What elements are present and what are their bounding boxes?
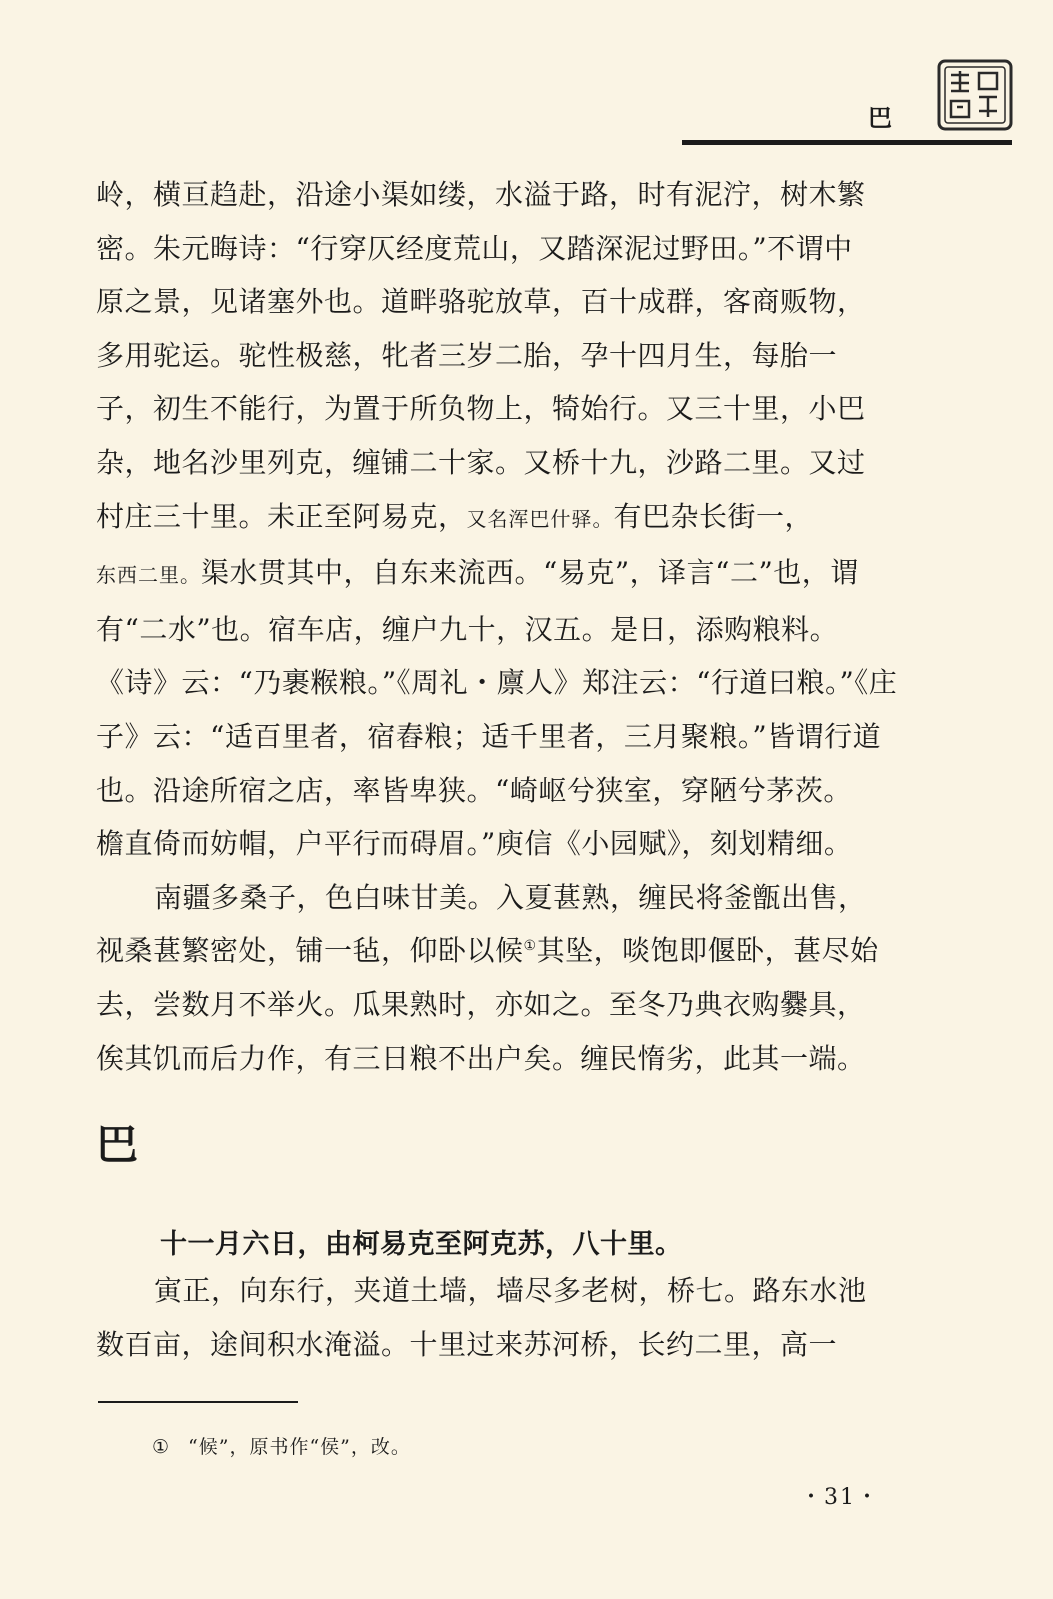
body-text	[96, 168, 918, 1085]
text-line: 子，初生不能行，为置于所负物上，犄始行。又三十里，小巴	[96, 392, 866, 426]
text-line: 《诗》云：“乃裹糇粮。”《周礼・廪人》郑注云：“行道曰粮。”《庄	[96, 666, 898, 700]
text-line	[96, 546, 918, 603]
running-head: 巴	[868, 103, 892, 132]
text-line: 数百亩，途间积水淹溢。十里过来苏河桥，长约二里，高一	[96, 1327, 838, 1361]
text-line: 多用驼运。驼性极慈，牝者三岁二胎，孕十四月生，每胎一	[96, 338, 838, 372]
text-segment: 村庄三十里。未正至阿易克，	[96, 499, 467, 533]
chapter-title: 巴	[96, 1120, 139, 1169]
footnote-number: ①	[152, 1436, 171, 1458]
footnote-rule	[98, 1401, 298, 1403]
text-line: 原之景，见诸塞外也。道畔骆驼放草，百十成群，客商贩物，	[96, 285, 866, 319]
text-line: 岭，横亘趋赴，沿途小渠如缕，水溢于路，时有泥泞，树木繁	[96, 178, 866, 211]
small-annotation: 东西二里。	[96, 563, 201, 588]
header-rule	[682, 140, 1012, 145]
text-line: 去，尝数月不举火。瓜果熟时，亦如之。至冬乃典衣购爨具，	[96, 987, 866, 1021]
text-line: 密。朱元晦诗：“行穿仄经度荒山，又踏深泥过野田。”不谓中	[96, 231, 853, 265]
text-line: 杂，地名沙里列克，缠铺二十家。又桥十九，沙路二里。又过	[96, 445, 866, 479]
text-line: 南疆多桑子，色白味甘美。入夏葚熟，缠民将釜甑出售，	[154, 880, 867, 914]
seal-stamp-icon	[935, 55, 1015, 135]
text-line	[96, 490, 918, 547]
text-line: 俟其饥而后力作，有三日粮不出户矣。缠民惰劣，此其一端。	[96, 1041, 866, 1075]
text-line: 檐直倚而妨帽，户平行而碍眉。”庾信《小园赋》，刻划精细。	[96, 827, 853, 861]
text-line: 子》云：“适百里者，宿舂粮；适千里者，三月聚粮。”皆谓行道	[96, 719, 882, 753]
text-line	[96, 924, 918, 978]
text-segment: 有巴杂长街一，	[613, 499, 814, 533]
text-segment: 渠水贯其中，自东来流西。“易克”，译言“二”也，谓	[201, 556, 859, 590]
text-segment: 其坠，啖饱即偃卧，葚尽始	[536, 934, 879, 968]
page-number: ・31・	[800, 1485, 880, 1510]
section-body	[96, 1264, 918, 1371]
footnote-text: “候”，原书作“侯”，改。	[188, 1436, 411, 1458]
paragraph-2	[96, 871, 918, 1085]
footnote-reference[interactable]: ①	[523, 938, 537, 955]
paragraph-1	[96, 168, 918, 871]
section-heading: 十一月六日，由柯易克至阿克苏，八十里。	[160, 1229, 683, 1260]
text-line: 有“二水”也。宿车店，缠户九十，汉五。是日，添购粮料。	[96, 612, 839, 646]
text-line: 也。沿途所宿之店，率皆卑狭。“崎岖兮狭室，穿陋兮茅茨。	[96, 773, 852, 807]
small-annotation: 又名浑巴什驿。	[466, 506, 614, 531]
text-line: 寅正，向东行，夹道土墙，墙尽多老树，桥七。路东水池	[154, 1274, 867, 1307]
footnote	[152, 1432, 411, 1459]
text-segment: 视桑葚繁密处，铺一毡，仰卧以候	[96, 934, 524, 968]
